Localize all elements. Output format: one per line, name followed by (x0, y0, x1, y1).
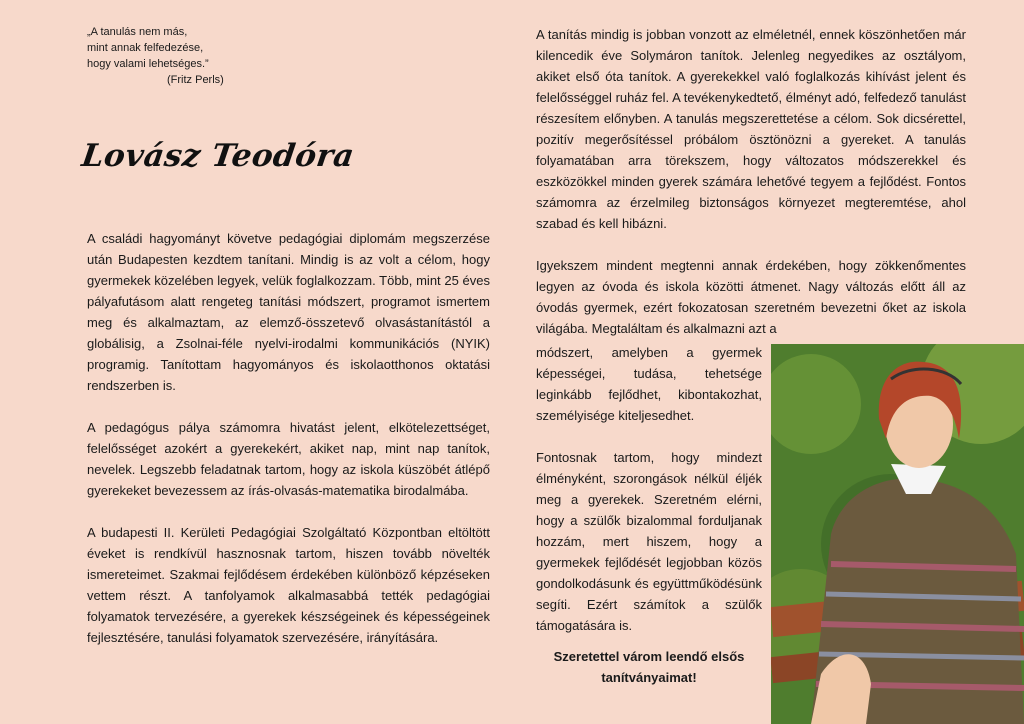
paragraph: A családi hagyományt követve pedagógiai diplomám megszerzése után Budapesten kezdtem tanítani. Mindig is az volt a célom, hogy gyermekek közelében legyek, velük foglalkozzam. Több, mint 25 éves pályafutásom alatt rengeteg tanítási módszert, programot ismertem meg és alkalmaztam, az elemző-összetevő olvasástanítástól a globálisig, a Zsolnai-féle nyelvi-irodalmi kommunikációs (NYIK) programig. Tanítottam hagyományos és iskolaotthonos oktatási rendszerben is. (87, 231, 490, 393)
closing-line: tanítványaimat! (601, 670, 697, 685)
quote-line: „A tanulás nem más, (87, 26, 188, 38)
paragraph: A budapesti II. Kerületi Pedagógiai Szolgáltató Központban eltöltött éveket is rendkívül hasznosnak tartom, hiszen tovább növelték ismereteimet. Szakmai fejlődésem érdekében különböző képzéseken vettem részt. A tanfolyamok alkalmasabbá tették pedagógiai folyamatok tervezésére, a gyerekek készségeinek és képességeinek fejlesztésére, tanulási folyamatok szervezésére, irányítására. (87, 525, 490, 645)
quote-line: mint annak felfedezése, (87, 42, 204, 54)
left-column (87, 228, 490, 669)
closing-line: Szeretettel várom leendő elsős (553, 649, 745, 664)
right-column-top (536, 24, 966, 360)
paragraph: A tanítás mindig is jobban vonzott az elméletnél, ennek köszönhetően már kilencedik éve Solymáron tanítok. Jelenleg negyedikes az osztályom, akiket első óta tanítok. A gyerekekkel való foglalkozás kihívást jelent és felelősséggel ruház fel. A tevékenykedtető, élményt adó, felfedező tanulást részesítem előnyben. A tanulás megszerettetése a célom. Sok dicsérettel, pozitív megerősítéssel próbálom ösztönözni a gyereket. A tanulás folyamatában arra törekszem, hogy változatos módszerekkel és eszközökkel minden gyerek számára lehetővé tegyem a fejlődést. Fontos számomra az érzelmileg biztonságos környezet megteremtése, ahol szabad és kell hibázni. (536, 27, 966, 231)
closing-message (536, 646, 762, 688)
right-column-bottom (536, 342, 762, 657)
quote-author: (Fritz Perls) (167, 74, 224, 86)
epigraph-quote (87, 24, 287, 88)
portrait-illustration (771, 344, 1024, 724)
quote-line: hogy valami lehetséges.” (87, 58, 209, 70)
paragraph: módszert, amelyben a gyermek képességei, tudása, tehetsége leginkább fejlődhet, kibontakozhat, személyisége kiteljesedhet. (536, 345, 762, 423)
paragraph: A pedagógus pálya számomra hivatást jelent, elkötelezettséget, felelősséget azokért a gyerekekért, akiket nap, mint nap tanítok, nevelek. Legszebb feladatnak tartom, hogy az iskola küszöbét átlépő gyerekeket bevezessem az írás-olvasás-matematika birodalmába. (87, 420, 490, 498)
teacher-name-heading: Lovász Teodóra (79, 138, 357, 174)
paragraph: Fontosnak tartom, hogy mindezt élményként, szorongások nélkül éljék meg a gyerekek. Szeretném elérni, hogy a szülők bizalommal forduljanak hozzám, mert hiszem, hogy a gyermekek fejlődését legjobban közös gondolkodásunk és együttműködésünk segíti. Ezért számítok a szülők támogatására is. (536, 450, 762, 633)
paragraph: Igyekszem mindent megtenni annak érdekében, hogy zökkenőmentes legyen az óvoda és iskola közötti átmenet. Nagy változás előtt áll az óvodás gyermek, ezért fokozatosan szeretném bevezetni őket az iskola világába. Megtaláltam és alkalmazni azt a (536, 258, 966, 336)
portrait-photo (771, 344, 1024, 724)
